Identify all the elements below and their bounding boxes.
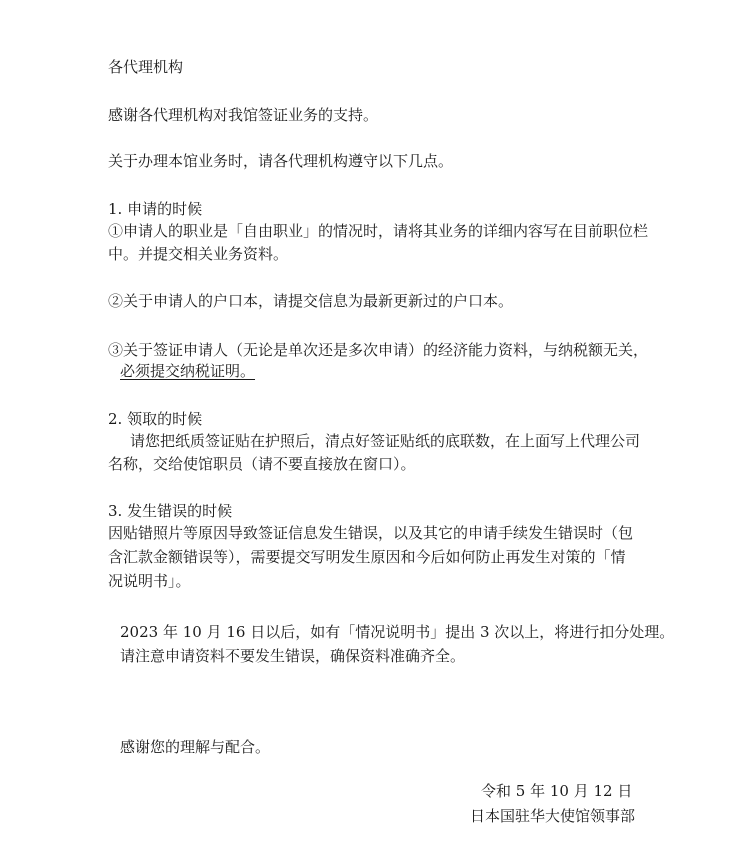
section-2-line-1: 请您把纸质签证贴在护照后，清点好签证贴纸的底联数，在上面写上代理公司 [130, 432, 641, 450]
letter-date: 令和 5 年 10 月 12 日 [481, 782, 633, 800]
section-3-line-1: 因贴错照片等原因导致签证信息发生错误，以及其它的申请手续发生错误时（包 [108, 524, 634, 542]
thanks-intro: 感谢各代理机构对我馆签证业务的支持。 [108, 106, 379, 124]
section-1-title: 1. 申请的时候 [108, 200, 203, 218]
section-1-item-3-line-2: 必须提交纳税证明。 [120, 362, 256, 380]
section-1-item-3-line-1: ③关于签证申请人（无论是单次还是多次申请）的经济能力资料，与纳税额无关， [108, 341, 649, 359]
intro-paragraph: 关于办理本馆业务时，请各代理机构遵守以下几点。 [108, 152, 454, 170]
section-1-item-1-line-2: 中。并提交相关业务资料。 [108, 245, 289, 263]
section-3-notice-line-2: 请注意申请资料不要发生错误，确保资料准确齐全。 [120, 647, 466, 665]
section-3-line-2: 含汇款金额错误等），需要提交写明发生原因和今后如何防止再发生对策的「情 [108, 548, 626, 566]
signature: 日本国驻华大使馆领事部 [470, 807, 636, 825]
section-3-line-3: 况说明书」。 [108, 572, 191, 590]
closing-line: 感谢您的理解与配合。 [120, 738, 271, 756]
section-1-item-2-line-1: ②关于申请人的户口本，请提交信息为最新更新过的户口本。 [108, 292, 514, 310]
section-2-line-2: 名称，交给使馆职员（请不要直接放在窗口）。 [108, 455, 416, 473]
section-2-title: 2. 领取的时候 [108, 410, 203, 428]
section-1-item-1-line-1: ①申请人的职业是「自由职业」的情况时，请将其业务的详细内容写在目前职位栏 [108, 222, 649, 240]
section-3-notice-line-1: 2023 年 10 月 16 日以后，如有「情况说明书」提出 3 次以上，将进行扣分处理。 [120, 623, 675, 641]
section-3-title: 3. 发生错误的时候 [108, 502, 233, 520]
salutation: 各代理机构 [108, 58, 184, 76]
